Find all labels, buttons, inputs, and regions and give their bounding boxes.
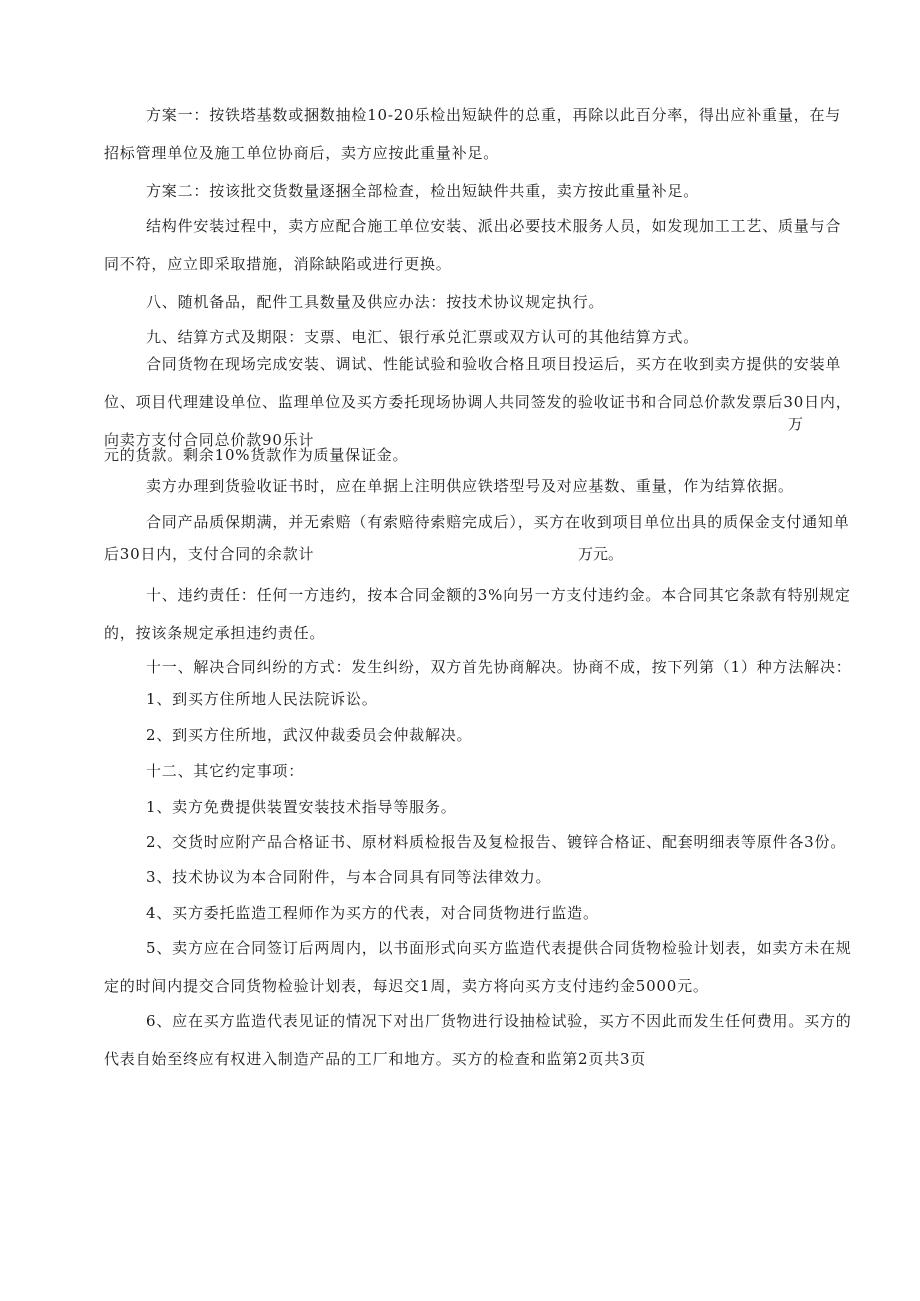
list-item-supervision: 4、买方委托监造工程师作为买方的代表，对合同货物进行监造。	[146, 904, 599, 922]
list-item-technical-agreement: 3、技术协议为本合同附件，与本合同具有同等法律效力。	[146, 868, 552, 886]
paragraph-warranty-balance: 后30日内，支付合同的余款计	[104, 545, 315, 563]
paragraph-section-ten: 十、违约责任：任何一方违约，按本合同金额的3%向另一方支付违约金。本合同其它条款有特别规定的，按该条规定承担违约责任。	[104, 586, 851, 642]
paragraph-remaining-payment: 元的货款。剩余10%货款作为质量保证金。	[104, 446, 409, 464]
list-item-witness-inspection: 6、应在买方监造代表见证的情况下对出厂货物进行设抽检试验，买方不因此而发生任何费用。买方的代表自始至终应有权进入制造产品的工厂和地方。买方的检查和监第2页共3页	[104, 1012, 852, 1068]
paragraph-payment-terms: 合同货物在现场完成安装、调试、性能试验和验收合格且项目投运后，买方在收到卖方提供的安装单位、项目代理建设单位、监理单位及买方委托现场协调人共同签发的验收证书和合同总价款发票后30日内，向卖方支付合同总价款90乐计	[104, 355, 852, 449]
list-item-court: 1、到买方住所地人民法院诉讼。	[146, 690, 378, 708]
paragraph-plan-one: 方案一：按铁塔基数或捆数抽检10-20乐检出短缺件的总重，再除以此百分率，得出应补重量，在与招标管理单位及施工单位协商后，卖方应按此重量补足。	[104, 106, 842, 162]
list-item-inspection-plan: 5、卖方应在合同签订后两周内，以书面形式向买方监造代表提供合同货物检验计划表，如卖方未在规定的时间内提交合同货物检验计划表，每迟交1周，卖方将向买方支付违约金5000元。	[104, 939, 852, 995]
paragraph-section-eight: 八、随机备品，配件工具数量及供应办法：按技术协议规定执行。	[146, 293, 605, 311]
paragraph-acceptance-certificate: 卖方办理到货验收证书时，应在单据上注明供应铁塔型号及对应基数、重量，作为结算依据。	[146, 477, 794, 495]
list-item-arbitration: 2、到买方住所地，武汉仲裁委员会仲裁解决。	[146, 726, 473, 744]
paragraph-section-nine: 九、结算方式及期限：支票、电汇、银行承兑汇票或双方认可的其他结算方式。	[146, 328, 700, 346]
paragraph-installation: 结构件安装过程中，卖方应配合施工单位安装、派出必要技术服务人员，如发现加工工艺、质量与合同不符，应立即采取措施，消除缺陷或进行更换。	[104, 217, 842, 273]
list-item-free-guidance: 1、卖方免费提供装置安装技术指导等服务。	[146, 798, 457, 816]
paragraph-plan-two: 方案二：按该批交货数量逐捆全部检查，检出短缺件共重，卖方按此重量补足。	[146, 182, 700, 200]
payment-unit-wan: 万	[788, 415, 804, 433]
list-item-delivery-documents: 2、交货时应附产品合格证书、原材料质检报告及复检报告、镀锌合格证、配套明细表等原件各3份。	[146, 833, 847, 851]
paragraph-section-eleven: 十一、解决合同纠纷的方式：发生纠纷，双方首先协商解决。协商不成，按下列第（1）种方法解决：	[146, 658, 852, 676]
balance-unit-wan-yuan: 万元。	[578, 545, 624, 563]
paragraph-section-twelve: 十二、其它约定事项：	[146, 762, 305, 780]
paragraph-warranty-expiry: 合同产品质保期满，并无索赔（有索赔待索赔完成后），买方在收到项目单位出具的质保金支付通知单	[146, 513, 850, 531]
